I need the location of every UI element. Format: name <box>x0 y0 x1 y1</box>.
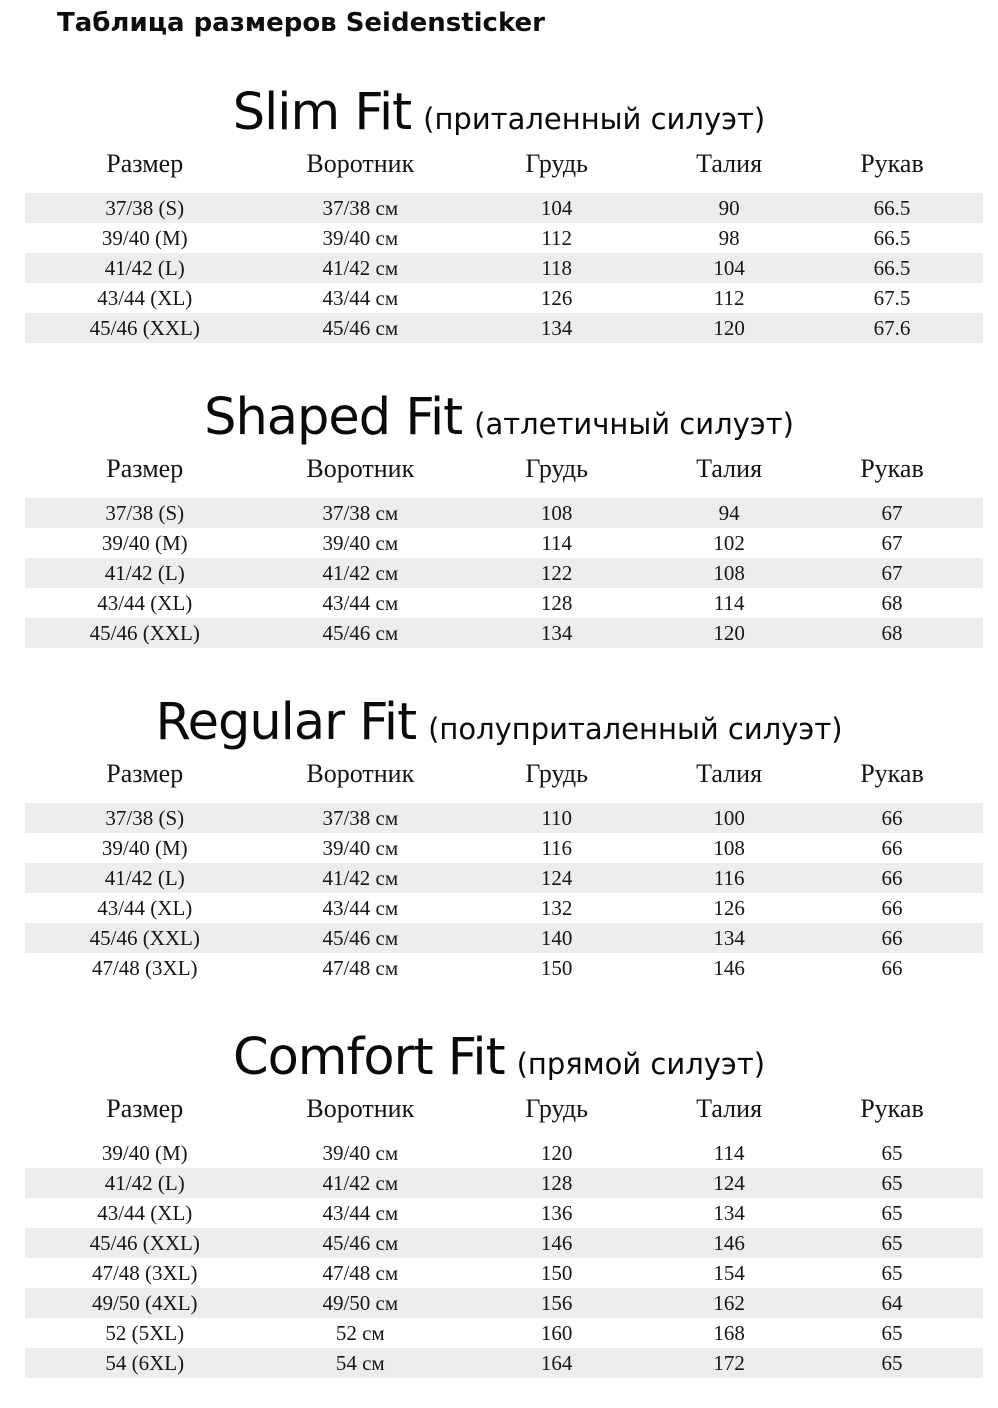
table-cell: 140 <box>540 926 573 950</box>
table-row <box>25 863 983 893</box>
table-cell: 37/38 (S) <box>105 806 185 830</box>
table-cell: 68 <box>881 621 903 645</box>
table-cell: 65 <box>881 1321 903 1345</box>
table-cell: 37/38 (S) <box>105 196 185 220</box>
table-cell: 65 <box>881 1171 903 1195</box>
table-row <box>25 833 983 863</box>
column-header: Грудь <box>525 149 588 178</box>
table-cell: 132 <box>540 896 573 920</box>
table-cell: 134 <box>540 316 573 340</box>
table-cell: 66 <box>881 866 903 890</box>
table-cell: 45/46 (XXL) <box>89 316 200 340</box>
table-row <box>25 893 983 923</box>
table-row <box>25 313 983 343</box>
column-header: Рукав <box>860 759 924 788</box>
table-cell: 47/48 см <box>322 956 399 980</box>
table-row <box>25 1348 983 1378</box>
table-cell: 114 <box>541 531 573 555</box>
table-cell: 172 <box>713 1351 745 1375</box>
column-header: Воротник <box>306 759 415 788</box>
table-cell: 156 <box>540 1291 573 1315</box>
table-cell: 41/42 (L) <box>104 256 185 280</box>
table-cell: 66 <box>881 806 903 830</box>
table-cell: 162 <box>713 1291 745 1315</box>
table-cell: 65 <box>881 1231 903 1255</box>
table-cell: 66.5 <box>873 196 911 220</box>
table-cell: 134 <box>540 621 573 645</box>
size-table <box>25 1088 983 1378</box>
table-cell: 110 <box>541 806 573 830</box>
table-cell: 136 <box>540 1201 573 1225</box>
table-cell: 41/42 см <box>322 866 399 890</box>
table-cell: 128 <box>540 591 573 615</box>
table-row <box>25 1318 983 1348</box>
table-row <box>25 1168 983 1198</box>
table-cell: 122 <box>540 561 573 585</box>
table-row <box>25 1198 983 1228</box>
header-row <box>25 448 983 498</box>
table-cell: 43/44 см <box>322 1201 399 1225</box>
table-cell: 65 <box>881 1351 903 1375</box>
header-row <box>25 1088 983 1138</box>
table-cell: 150 <box>540 1261 573 1285</box>
table-cell: 65 <box>881 1261 903 1285</box>
fit-section <box>0 693 998 983</box>
table-cell: 37/38 (S) <box>105 501 185 525</box>
section-heading <box>0 83 998 143</box>
table-cell: 124 <box>713 1171 745 1195</box>
size-table <box>25 448 983 648</box>
table-row <box>25 1288 983 1318</box>
table-cell: 67.6 <box>873 316 911 340</box>
table-row <box>25 923 983 953</box>
table-row <box>25 1258 983 1288</box>
table-row <box>25 283 983 313</box>
table-cell: 45/46 (XXL) <box>89 926 200 950</box>
table-cell: 160 <box>540 1321 573 1345</box>
table-cell: 116 <box>713 866 745 890</box>
column-header: Грудь <box>525 1094 588 1123</box>
table-cell: 67 <box>881 501 903 525</box>
table-cell: 164 <box>540 1351 573 1375</box>
table-cell: 104 <box>713 256 745 280</box>
section-heading <box>0 693 998 753</box>
table-cell: 64 <box>881 1291 903 1315</box>
table-cell: 41/42 (L) <box>104 1171 185 1195</box>
column-header: Размер <box>106 149 184 178</box>
table-cell: 39/40 (M) <box>101 836 188 860</box>
column-header: Рукав <box>860 149 924 178</box>
table-cell: 47/48 (3XL) <box>91 1261 198 1285</box>
table-cell: 65 <box>881 1141 903 1165</box>
table-cell: 112 <box>713 286 745 310</box>
table-cell: 120 <box>713 316 745 340</box>
table-cell: 37/38 см <box>322 196 399 220</box>
table-cell: 66.5 <box>873 226 911 250</box>
size-table <box>25 143 983 343</box>
header-row <box>25 753 983 803</box>
table-cell: 100 <box>713 806 745 830</box>
column-header: Рукав <box>860 1094 924 1123</box>
table-cell: 47/48 см <box>322 1261 399 1285</box>
table-cell: 65 <box>881 1201 903 1225</box>
column-header: Грудь <box>525 759 588 788</box>
table-cell: 39/40 см <box>322 1141 399 1165</box>
table-cell: 126 <box>713 896 745 920</box>
table-cell: 66 <box>881 926 903 950</box>
table-cell: 45/46 см <box>322 621 399 645</box>
table-row <box>25 528 983 558</box>
fit-section <box>0 388 998 648</box>
table-cell: 68 <box>881 591 903 615</box>
table-cell: 150 <box>540 956 573 980</box>
table-row <box>25 253 983 283</box>
table-cell: 120 <box>713 621 745 645</box>
table-row <box>25 558 983 588</box>
table-cell: 43/44 (XL) <box>97 591 193 615</box>
size-table <box>25 753 983 983</box>
table-cell: 94 <box>718 501 740 525</box>
table-row <box>25 953 983 983</box>
table-cell: 41/42 см <box>322 561 399 585</box>
table-cell: 49/50 см <box>322 1291 399 1315</box>
section-heading <box>0 1028 998 1088</box>
column-header: Рукав <box>860 454 924 483</box>
table-cell: 39/40 см <box>322 531 399 555</box>
table-cell: 168 <box>713 1321 745 1345</box>
fit-name: Shaped Fit <box>204 388 463 447</box>
section-heading <box>0 388 998 448</box>
table-cell: 39/40 см <box>322 226 399 250</box>
table-row <box>25 1138 983 1168</box>
table-cell: 39/40 (M) <box>101 226 188 250</box>
fit-subtitle: (прямой силуэт) <box>516 1047 766 1081</box>
column-header: Талия <box>696 759 763 788</box>
table-cell: 146 <box>713 1231 745 1255</box>
table-row <box>25 1228 983 1258</box>
table-cell: 45/46 (XXL) <box>89 1231 200 1255</box>
table-cell: 43/44 (XL) <box>97 286 193 310</box>
column-header: Размер <box>106 454 184 483</box>
table-row <box>25 588 983 618</box>
page-title: Таблица размеров Seidensticker <box>57 8 545 38</box>
table-cell: 114 <box>713 1141 745 1165</box>
table-cell: 108 <box>713 836 745 860</box>
table-row <box>25 803 983 833</box>
fit-subtitle: (полуприталенный силуэт) <box>428 712 843 746</box>
table-cell: 114 <box>713 591 745 615</box>
table-cell: 37/38 см <box>322 806 399 830</box>
table-cell: 43/44 см <box>322 286 399 310</box>
table-cell: 134 <box>713 1201 745 1225</box>
table-cell: 45/46 (XXL) <box>89 621 200 645</box>
table-cell: 66 <box>881 836 903 860</box>
table-cell: 43/44 см <box>322 591 399 615</box>
table-cell: 45/46 см <box>322 1231 399 1255</box>
header-row <box>25 143 983 193</box>
table-cell: 120 <box>540 1141 573 1165</box>
table-cell: 128 <box>540 1171 573 1195</box>
table-cell: 102 <box>713 531 745 555</box>
table-row <box>25 498 983 528</box>
fit-name: Comfort Fit <box>232 1028 505 1087</box>
fit-subtitle: (приталенный силуэт) <box>423 102 766 136</box>
sections-container <box>0 83 998 1378</box>
column-header: Талия <box>696 149 763 178</box>
table-cell: 118 <box>541 256 573 280</box>
table-cell: 116 <box>541 836 573 860</box>
table-cell: 124 <box>540 866 573 890</box>
table-cell: 41/42 см <box>322 256 399 280</box>
column-header: Воротник <box>306 454 415 483</box>
fit-section <box>0 1028 998 1378</box>
fit-name: Slim Fit <box>232 83 412 142</box>
table-cell: 146 <box>713 956 745 980</box>
table-cell: 67 <box>881 561 903 585</box>
table-cell: 52 (5XL) <box>105 1321 185 1345</box>
table-cell: 67 <box>881 531 903 555</box>
fit-name: Regular Fit <box>155 693 417 752</box>
table-row <box>25 618 983 648</box>
table-row <box>25 223 983 253</box>
table-cell: 134 <box>713 926 745 950</box>
column-header: Талия <box>696 454 763 483</box>
table-cell: 154 <box>713 1261 745 1285</box>
table-cell: 43/44 (XL) <box>97 896 193 920</box>
table-cell: 47/48 (3XL) <box>91 956 198 980</box>
table-cell: 43/44 см <box>322 896 399 920</box>
table-cell: 108 <box>713 561 745 585</box>
column-header: Размер <box>106 1094 184 1123</box>
table-cell: 126 <box>540 286 573 310</box>
column-header: Воротник <box>306 149 415 178</box>
column-header: Грудь <box>525 454 588 483</box>
table-row <box>25 193 983 223</box>
table-cell: 39/40 см <box>322 836 399 860</box>
table-cell: 104 <box>540 196 573 220</box>
table-cell: 66 <box>881 896 903 920</box>
table-cell: 41/42 (L) <box>104 561 185 585</box>
column-header: Талия <box>696 1094 763 1123</box>
table-cell: 54 (6XL) <box>105 1351 185 1375</box>
column-header: Воротник <box>306 1094 415 1123</box>
table-cell: 41/42 см <box>322 1171 399 1195</box>
fit-section <box>0 83 998 343</box>
table-cell: 90 <box>718 196 740 220</box>
table-cell: 54 см <box>335 1351 385 1375</box>
table-cell: 39/40 (M) <box>101 1141 188 1165</box>
table-cell: 45/46 см <box>322 316 399 340</box>
table-cell: 67.5 <box>873 286 911 310</box>
table-cell: 39/40 (M) <box>101 531 188 555</box>
table-cell: 66 <box>881 956 903 980</box>
fit-subtitle: (атлетичный силуэт) <box>474 407 794 441</box>
table-cell: 108 <box>540 501 573 525</box>
table-cell: 66.5 <box>873 256 911 280</box>
table-cell: 37/38 см <box>322 501 399 525</box>
table-cell: 112 <box>541 226 573 250</box>
table-cell: 52 см <box>335 1321 385 1345</box>
table-cell: 98 <box>718 226 740 250</box>
table-cell: 43/44 (XL) <box>97 1201 193 1225</box>
table-cell: 146 <box>540 1231 573 1255</box>
table-cell: 49/50 (4XL) <box>91 1291 198 1315</box>
table-cell: 41/42 (L) <box>104 866 185 890</box>
table-cell: 45/46 см <box>322 926 399 950</box>
column-header: Размер <box>106 759 184 788</box>
